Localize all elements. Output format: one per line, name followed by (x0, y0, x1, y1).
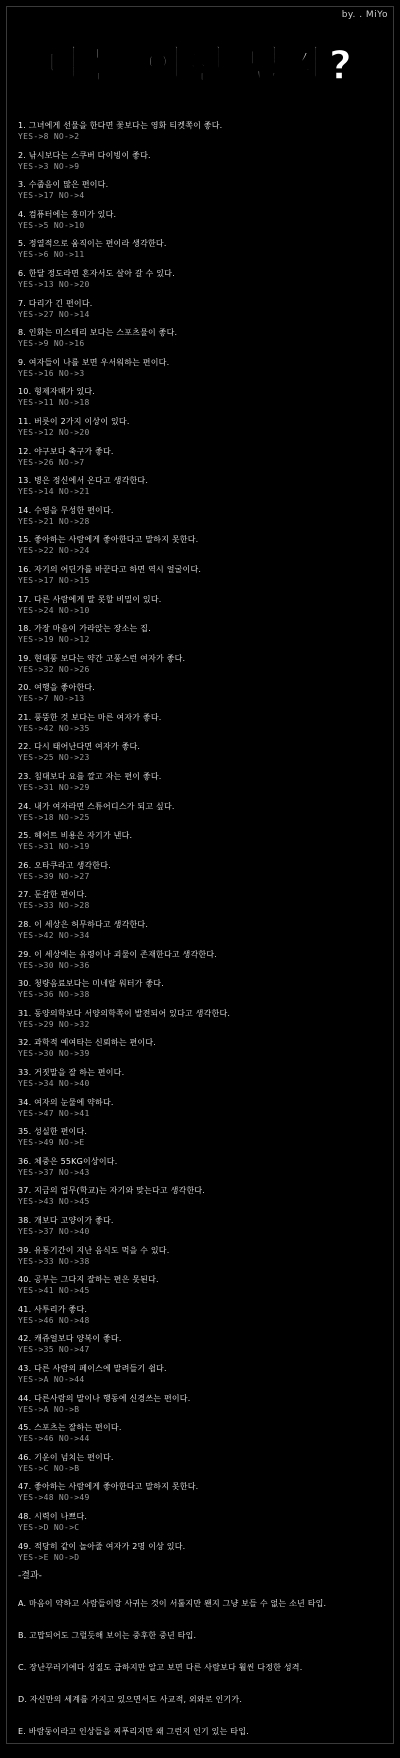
question-item (18, 534, 388, 564)
question-text: 26. 오타쿠라고 생각한다. (18, 860, 111, 870)
question-text: 11. 버릇이 2가지 이상이 있다. (18, 416, 130, 426)
question-text: 43. 다른 사람의 페이스에 말려들기 쉽다. (18, 1363, 167, 1373)
question-text: 18. 가장 마음이 가라앉는 장소는 집. (18, 624, 151, 634)
question-item (18, 1422, 388, 1452)
question-answer-routing: YES->43 NO->45 (18, 1197, 90, 1207)
question-answer-routing: YES->12 NO->20 (18, 427, 90, 437)
question-answer-routing: YES->E NO->D (18, 1552, 80, 1562)
question-item (18, 1541, 388, 1571)
question-answer-routing: YES->47 NO->41 (18, 1108, 90, 1118)
page-title (0, 34, 400, 91)
question-item (18, 475, 388, 505)
question-answer-routing: YES->8 NO->2 (18, 132, 80, 141)
question-text: 28. 이 세상은 허무하다고 생각한다. (18, 920, 149, 930)
question-item (18, 1067, 388, 1097)
question-answer-routing: YES->30 NO->39 (18, 1049, 90, 1059)
question-answer-routing: YES->39 NO->27 (18, 871, 90, 881)
question-item (18, 327, 388, 357)
question-text: 17. 다른 사람에게 말 못할 비밀이 있다. (18, 594, 162, 604)
question-item (18, 1363, 388, 1393)
question-text: 7. 다리가 긴 편이다. (18, 298, 93, 308)
question-answer-routing: YES->C NO->B (18, 1463, 80, 1473)
question-item (18, 949, 388, 979)
page-title-text: 나는 어떤 남자? (45, 43, 355, 89)
question-item (18, 505, 388, 535)
question-answer-routing: YES->5 NO->10 (18, 220, 85, 230)
question-answer-routing: YES->42 NO->34 (18, 931, 90, 941)
result-item: E. 바람둥이라고 인상들을 찌푸리지만 왜 그런지 인기 있는 타입. (18, 1727, 249, 1736)
question-answer-routing: YES->6 NO->11 (18, 250, 85, 260)
question-answer-routing: YES->42 NO->35 (18, 723, 90, 733)
question-item (18, 120, 388, 150)
question-item (18, 1215, 388, 1245)
question-text: 39. 유통기간이 지난 음식도 먹을 수 있다. (18, 1245, 170, 1255)
question-text: 47. 좋아하는 사람에게 좋아한다고 말하지 못한다. (18, 1482, 199, 1492)
question-answer-routing: YES->11 NO->18 (18, 398, 90, 408)
question-item (18, 1393, 388, 1423)
question-item (18, 1185, 388, 1215)
result-item: B. 고맙되어도 그럴듯해 보이는 중후한 중년 타입. (18, 1631, 197, 1640)
results-heading: -결과- (18, 1571, 42, 1581)
question-text: 1. 그녀에게 선물을 한다면 꽃보다는 영화 티켓쪽이 좋다. (18, 121, 223, 130)
question-text: 27. 둔감한 편이다. (18, 890, 88, 900)
question-item (18, 1452, 388, 1482)
question-item (18, 1511, 388, 1541)
question-answer-routing: YES->31 NO->19 (18, 842, 90, 852)
question-text: 44. 다른사람의 말이나 행동에 신경쓰는 편이다. (18, 1393, 191, 1403)
result-item: A. 마음이 약하고 사람들이랑 사귀는 것이 서툴지만 왠지 그냥 보들 수 없는 소년 타입. (18, 1599, 327, 1608)
question-answer-routing: YES->33 NO->38 (18, 1256, 90, 1266)
question-answer-routing: YES->30 NO->36 (18, 960, 90, 970)
question-text: 32. 과학적 예여타는 신뢰하는 편이다. (18, 1038, 157, 1048)
question-answer-routing: YES->49 NO->E (18, 1138, 85, 1148)
question-item (18, 179, 388, 209)
question-answer-routing: YES->26 NO->7 (18, 457, 85, 467)
question-text: 45. 스포츠는 잘하는 편이다. (18, 1423, 122, 1433)
question-text: 24. 내가 여자라면 스튜어디스가 되고 싶다. (18, 801, 175, 811)
question-answer-routing: YES->32 NO->26 (18, 664, 90, 674)
question-answer-routing: YES->22 NO->24 (18, 546, 90, 556)
question-text: 30. 청량음료보다는 미네랄 워터가 좋다. (18, 979, 164, 989)
question-text: 48. 시력이 나쁘다. (18, 1511, 88, 1521)
result-list (18, 1598, 390, 1758)
question-item (18, 1333, 388, 1363)
question-answer-routing: YES->33 NO->28 (18, 901, 90, 911)
question-answer-routing: YES->14 NO->21 (18, 487, 90, 497)
author-byline: by. . MiYo (341, 10, 388, 20)
question-text: 8. 인화는 미스테리 보다는 스포츠물이 좋다. (18, 328, 178, 338)
question-answer-routing: YES->37 NO->40 (18, 1226, 90, 1236)
question-item (18, 712, 388, 742)
question-item (18, 238, 388, 268)
question-text: 46. 기운이 넘치는 편이다. (18, 1452, 114, 1462)
question-item (18, 830, 388, 860)
question-item (18, 978, 388, 1008)
question-text: 49. 적당히 같이 놀아줄 여자가 2명 이상 있다. (18, 1541, 186, 1551)
question-list (18, 120, 388, 1570)
question-item (18, 889, 388, 919)
question-item (18, 653, 388, 683)
question-text: 6. 한달 정도라면 혼자서도 살아 갈 수 있다. (18, 268, 175, 278)
question-text: 41. 사투리가 좋다. (18, 1304, 88, 1314)
question-text: 13. 병은 정신에서 온다고 생각한다. (18, 476, 149, 486)
question-text: 23. 침대보다 요를 깔고 자는 편이 좋다. (18, 772, 162, 782)
question-item (18, 1156, 388, 1186)
question-answer-routing: YES->36 NO->38 (18, 990, 90, 1000)
question-answer-routing: YES->34 NO->40 (18, 1079, 90, 1088)
question-text: 35. 성실한 편이다. (18, 1127, 88, 1137)
question-item (18, 268, 388, 298)
question-text: 40. 공부는 그다지 잘하는 편은 못된다. (18, 1275, 159, 1285)
question-text: 42. 캐쥬얼보다 양복이 좋다. (18, 1334, 122, 1344)
question-text: 31. 동양의학보다 서양의학쪽이 발전되어 있다고 생각한다. (18, 1008, 231, 1018)
question-answer-routing: YES->46 NO->44 (18, 1434, 90, 1444)
question-text: 2. 낚시보다는 스쿠버 다이빙이 좋다. (18, 150, 151, 160)
question-text: 12. 야구보다 축구가 좋다. (18, 446, 114, 456)
question-text: 37. 지금의 업무(학교)는 자기와 맞는다고 생각한다. (18, 1186, 206, 1196)
question-answer-routing: YES->41 NO->45 (18, 1286, 90, 1296)
question-item (18, 1274, 388, 1304)
question-answer-routing: YES->16 NO->3 (18, 368, 85, 378)
question-answer-routing: YES->D NO->C (18, 1522, 80, 1532)
question-text: 16. 자기의 어딘가를 바꾼다고 하면 역시 얼굴이다. (18, 564, 202, 574)
question-text: 34. 여자의 눈물에 약하다. (18, 1097, 114, 1107)
question-answer-routing: YES->17 NO->15 (18, 575, 90, 585)
question-item (18, 1008, 388, 1038)
question-item (18, 386, 388, 416)
question-item (18, 801, 388, 831)
question-item (18, 357, 388, 387)
question-answer-routing: YES->3 NO->9 (18, 161, 80, 171)
question-text: 14. 수영을 무성한 편이다. (18, 505, 114, 515)
question-answer-routing: YES->29 NO->32 (18, 1019, 90, 1029)
question-text: 15. 좋아하는 사람에게 좋아한다고 말하지 못한다. (18, 535, 199, 545)
question-text: 4. 컴퓨터에는 흥미가 있다. (18, 209, 117, 219)
question-item (18, 594, 388, 624)
question-item (18, 860, 388, 890)
question-item (18, 919, 388, 949)
question-answer-routing: YES->19 NO->12 (18, 635, 90, 645)
question-item (18, 1245, 388, 1275)
question-answer-routing: YES->17 NO->4 (18, 191, 85, 201)
question-item (18, 771, 388, 801)
question-answer-routing: YES->A NO->B (18, 1404, 80, 1414)
question-answer-routing: YES->13 NO->20 (18, 279, 90, 289)
question-answer-routing: YES->24 NO->10 (18, 605, 90, 615)
question-answer-routing: YES->27 NO->14 (18, 309, 90, 319)
question-text: 29. 이 세상에는 유령이나 괴물이 존재한다고 생각한다. (18, 949, 218, 959)
question-item (18, 682, 388, 712)
question-item (18, 1037, 388, 1067)
question-item (18, 1126, 388, 1156)
question-text: 25. 헤어트 비용은 자기가 낸다. (18, 831, 133, 841)
question-item (18, 623, 388, 653)
question-text: 33. 거짓말을 잘 하는 편이다. (18, 1068, 125, 1077)
question-answer-routing: YES->18 NO->25 (18, 812, 90, 822)
question-answer-routing: YES->46 NO->48 (18, 1315, 90, 1325)
question-item (18, 446, 388, 476)
question-answer-routing: YES->48 NO->49 (18, 1493, 90, 1503)
question-item (18, 564, 388, 594)
question-item (18, 1304, 388, 1334)
question-item (18, 209, 388, 239)
question-item (18, 1481, 388, 1511)
question-item (18, 1097, 388, 1127)
question-text: 10. 형제자매가 있다. (18, 387, 96, 397)
question-text: 22. 다시 태어난다면 여자가 좋다. (18, 742, 141, 752)
question-answer-routing: YES->37 NO->43 (18, 1167, 90, 1177)
result-item: D. 자신만의 세계를 가지고 있으면서도 사교적, 외와로 인기가. (18, 1695, 243, 1704)
question-item (18, 741, 388, 771)
question-item (18, 416, 388, 446)
question-answer-routing: YES->31 NO->29 (18, 783, 90, 793)
question-text: 3. 수줍음이 많은 편이다. (18, 180, 109, 190)
question-text: 5. 정열적으로 움직이는 편이라 생각한다. (18, 239, 167, 249)
question-answer-routing: YES->25 NO->23 (18, 753, 90, 763)
question-text: 36. 체중은 55KG이상이다. (18, 1156, 118, 1166)
question-text: 21. 풍뚱한 것 보다는 마른 여자가 좋다. (18, 712, 162, 722)
question-item (18, 298, 388, 328)
result-item: C. 장난꾸러기에다 성질도 급하지만 알고 보면 다른 사람보다 훨씬 다정한 성격. (18, 1663, 303, 1672)
question-text: 9. 여자들이 나를 보면 우서워하는 편이다. (18, 357, 170, 367)
question-answer-routing: YES->35 NO->47 (18, 1345, 90, 1355)
question-answer-routing: YES->7 NO->13 (18, 694, 85, 704)
question-text: 19. 현대풍 보다는 약간 고풍스런 여자가 좋다. (18, 653, 186, 663)
question-text: 38. 개보다 고양이가 좋다. (18, 1215, 114, 1225)
question-text: 20. 여행을 좋아한다. (18, 683, 96, 693)
question-answer-routing: YES->21 NO->28 (18, 516, 90, 526)
question-answer-routing: YES->A NO->44 (18, 1374, 85, 1384)
question-answer-routing: YES->9 NO->16 (18, 339, 85, 349)
question-item (18, 150, 388, 180)
